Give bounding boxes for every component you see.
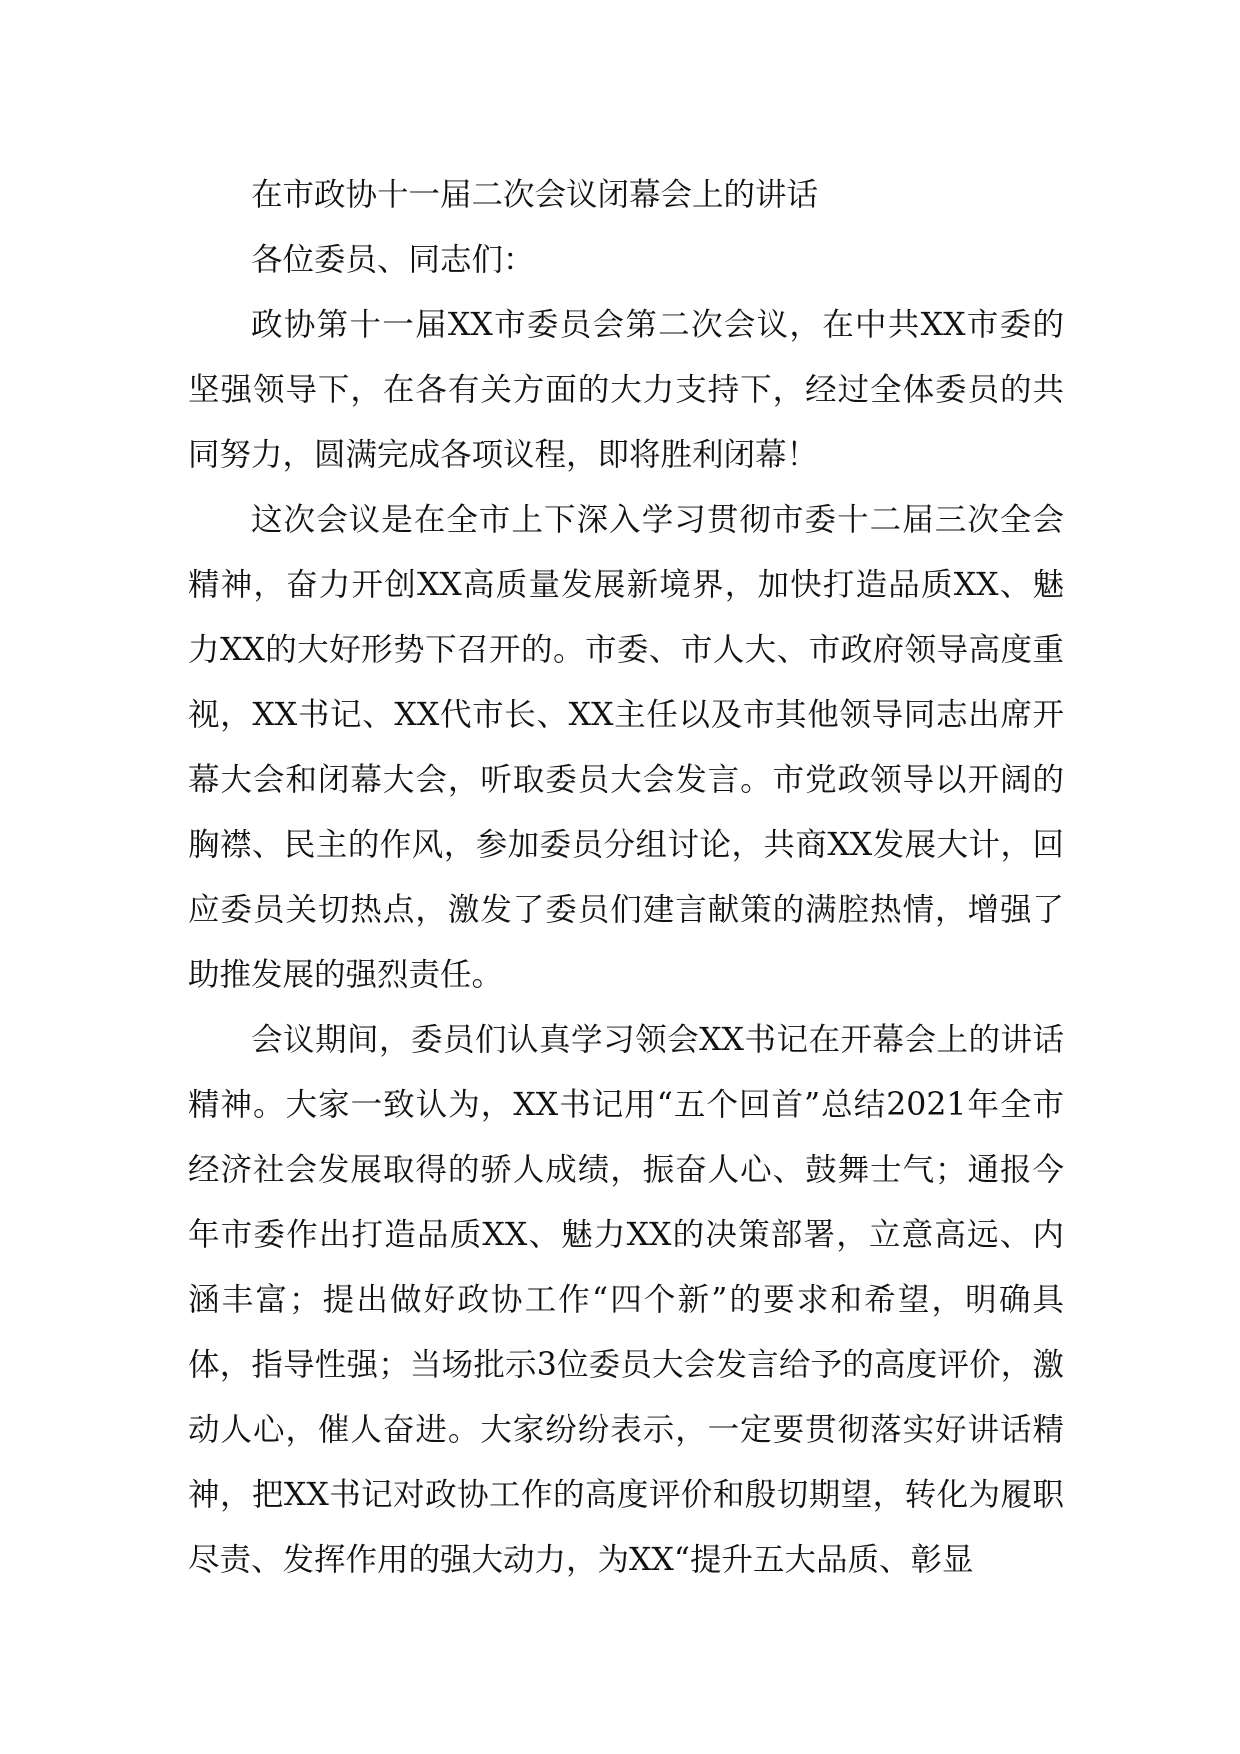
paragraph-2: 这次会议是在全市上下深入学习贯彻市委十二届三次全会精神，奋力开创XX高质量发展新境界，加快打造品质XX、魅力XX的大好形势下召开的。市委、市人大、市政府领导高度重视，XX书记、XX代市长、XX主任以及市其他领导同志出席开幕大会和闭幕大会，听取委员大会发言。市党政领导以开阔的胸襟、民主的作风，参加委员分组讨论，共商XX发展大计，回应委员关切热点，激发了委员们建言献策的满腔热情，增强了助推发展的强烈责任。 xyxy=(188,502,1064,993)
paragraph-3: 会议期间，委员们认真学习领会XX书记在开幕会上的讲话精神。大家一致认为，XX书记用“五个回首”总结2021年全市经济社会发展取得的骄人成绩，振奋人心、鼓舞士气；通报今年市委作出打造品质XX、魅力XX的决策部署，立意高远、内涵丰富；提出做好政协工作“四个新”的要求和希望，明确具体，指导性强；当场批示3位委员大会发言给予的高度评价，激动人心，催人奋进。大家纷纷表示，一定要贯彻落实好讲话精神，把XX书记对政协工作的高度评价和殷切期望，转化为履职尽责、发挥作用的强大动力，为XX“提升五大品质、彰显 xyxy=(188,1022,1064,1578)
paragraph-1: 政协第十一届XX市委员会第二次会议，在中共XX市委的坚强领导下，在各有关方面的大力支持下，经过全体委员的共同努力，圆满完成各项议程，即将胜利闭幕！ xyxy=(188,307,1064,473)
document-title: 在市政协十一届二次会议闭幕会上的讲话 xyxy=(251,177,819,213)
document-body xyxy=(188,163,1064,1593)
salutation: 各位委员、同志们： xyxy=(251,242,535,278)
